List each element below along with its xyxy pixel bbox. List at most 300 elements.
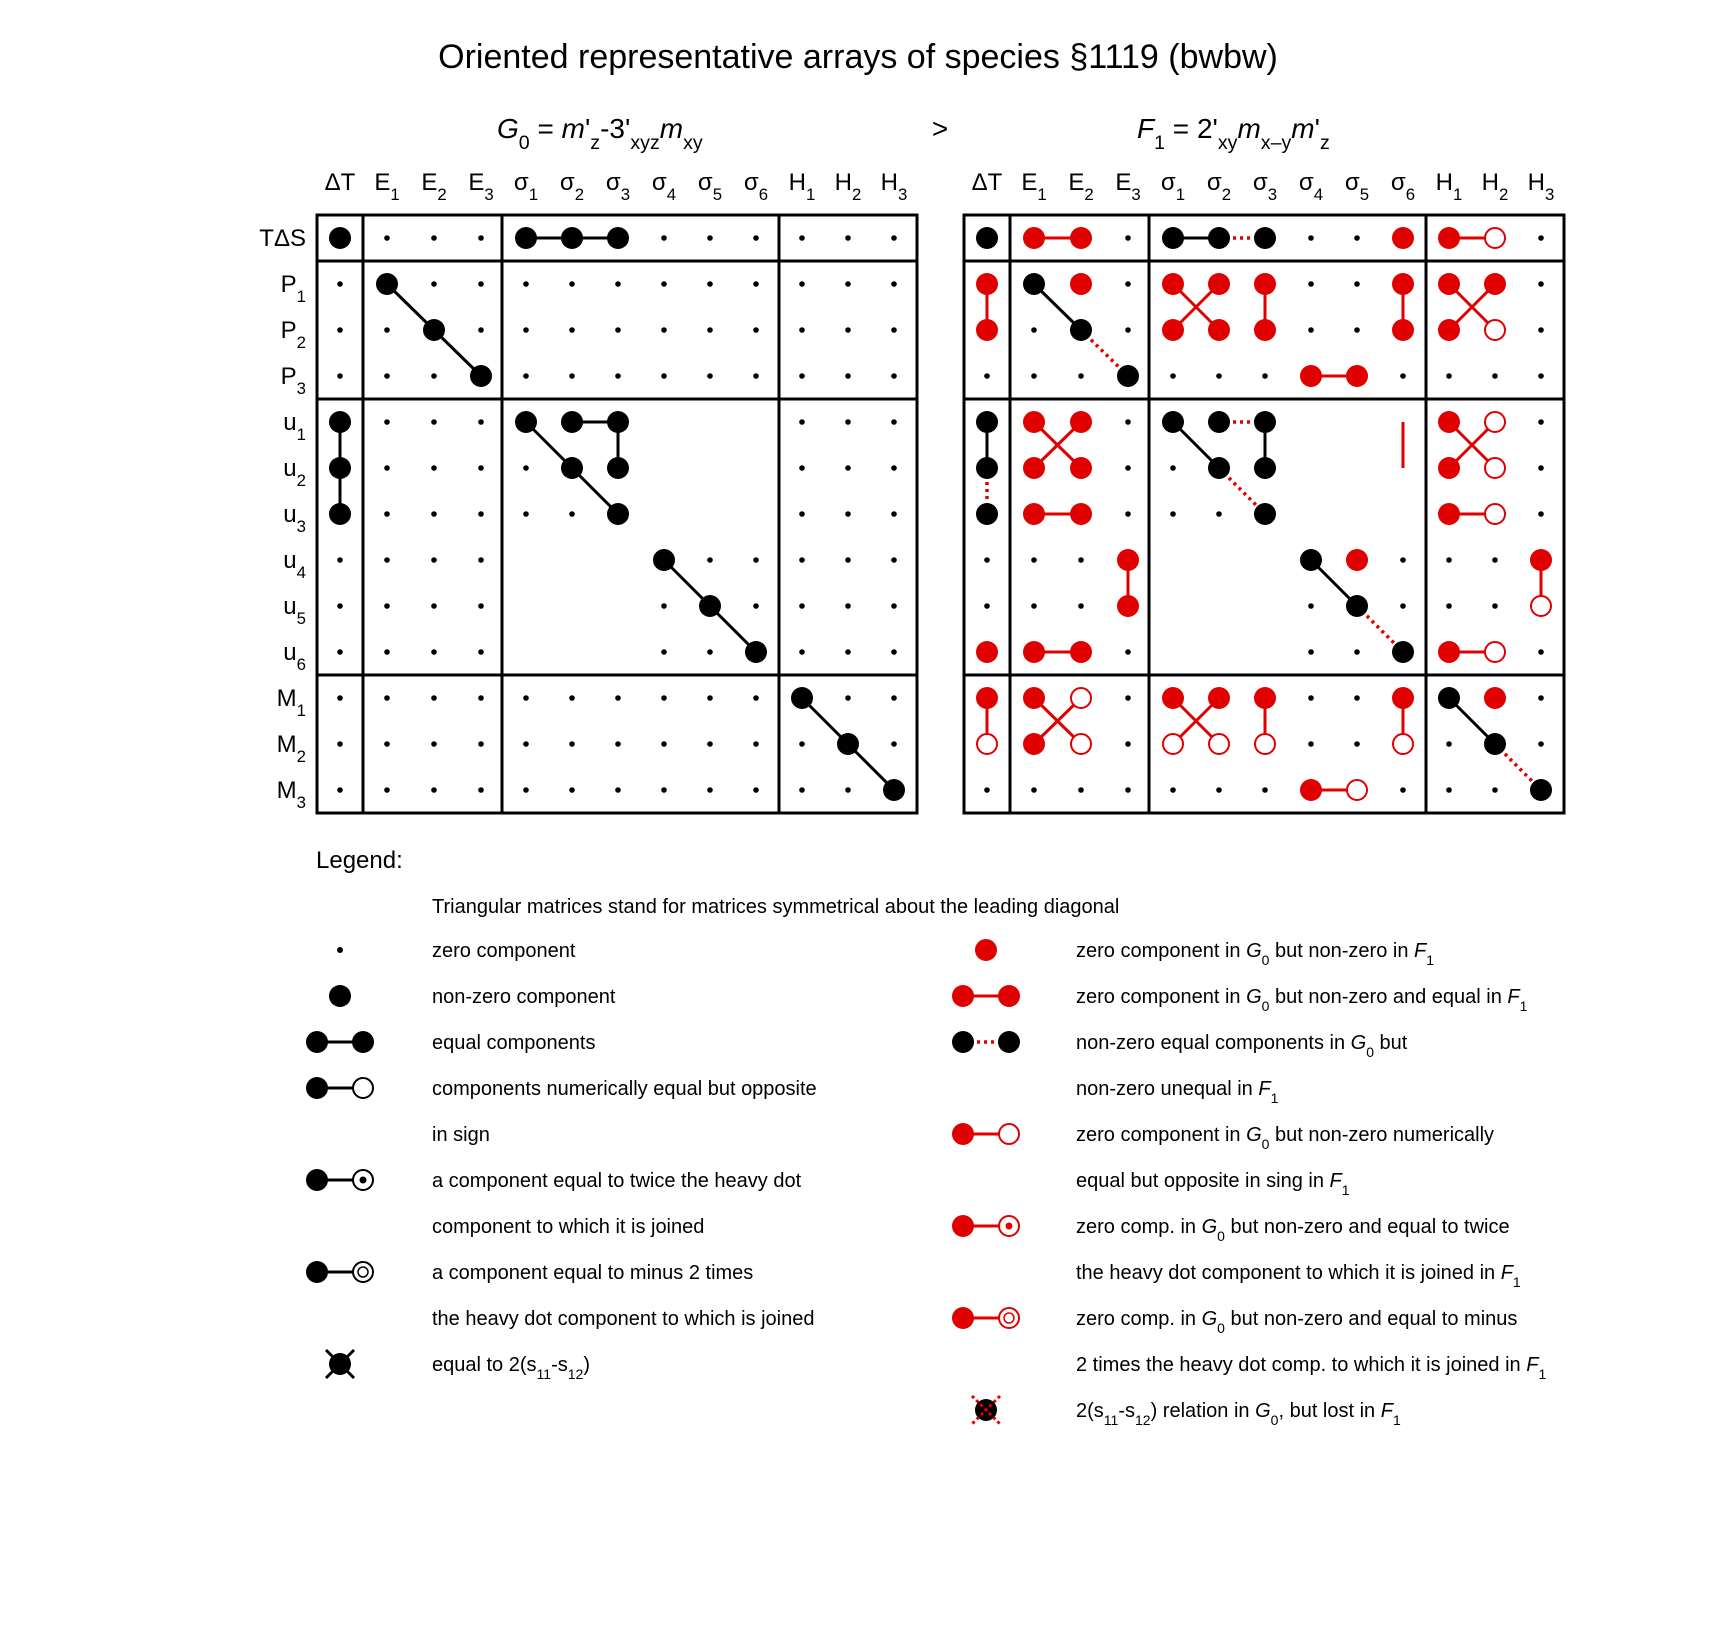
legend-text: the heavy dot component to which it is joined in $F_1$ <box>1076 1262 1521 1290</box>
red-nonzero-component <box>1254 319 1276 341</box>
legend-text: non-zero equal components in $G_0$ but <box>1076 1032 1408 1060</box>
zero-component <box>707 741 713 747</box>
col-header: $E_2$ <box>421 169 447 204</box>
zero-component <box>891 465 897 471</box>
zero-component <box>1031 327 1037 333</box>
row-header: $u_4$ <box>283 547 306 582</box>
legend-text: zero component in $G_0$ but non-zero and equal in $F_1$ <box>1076 986 1528 1014</box>
nonzero-component <box>1254 503 1276 525</box>
zero-component <box>1354 327 1360 333</box>
red-nonzero-component <box>1300 779 1322 801</box>
zero-component <box>1078 557 1084 563</box>
zero-component <box>845 511 851 517</box>
col-header: $\sigma_5$ <box>697 169 723 204</box>
col-header: $\sigma_4$ <box>651 169 677 204</box>
red-nonzero-component <box>1438 457 1460 479</box>
twice-pair-icon <box>306 1169 373 1191</box>
zero-component <box>569 327 575 333</box>
zero-component <box>799 649 805 655</box>
zero-component <box>1125 465 1131 471</box>
zero-component <box>1078 373 1084 379</box>
zero-component <box>1492 787 1498 793</box>
nonzero-component <box>1438 687 1460 709</box>
red-nonzero-component <box>1117 549 1139 571</box>
zero-component <box>337 695 343 701</box>
nonzero-component <box>1162 411 1184 433</box>
red-nonzero-component <box>1438 641 1460 663</box>
red-nonzero-component <box>976 319 998 341</box>
nonzero-component <box>1530 779 1552 801</box>
zero-component <box>431 465 437 471</box>
zero-component <box>891 741 897 747</box>
zero-component <box>891 419 897 425</box>
zero-component <box>1354 649 1360 655</box>
nonzero-component <box>423 319 445 341</box>
zero-component <box>1125 787 1131 793</box>
zero-component <box>799 327 805 333</box>
zero-component <box>1125 281 1131 287</box>
nonzero-component <box>515 227 537 249</box>
legend-text: zero component in $G_0$ but non-zero in $F_1$ <box>1076 940 1435 968</box>
zero-component <box>431 741 437 747</box>
zero-component <box>661 603 667 609</box>
zero-component <box>1446 373 1452 379</box>
red-nonzero-component <box>1117 595 1139 617</box>
zero-component <box>1031 787 1037 793</box>
red-nonzero-component <box>1070 457 1092 479</box>
legend-text: equal but opposite in sing in $F_1$ <box>1076 1170 1350 1198</box>
col-header: ΔT <box>971 169 1003 196</box>
zero-component <box>1538 235 1544 241</box>
nonzero-component <box>470 365 492 387</box>
zero-component <box>891 649 897 655</box>
red-nonzero-component <box>1484 273 1506 295</box>
zero-component <box>1216 511 1222 517</box>
red-nonzero-component <box>1070 273 1092 295</box>
zero-component <box>337 373 343 379</box>
red-nonzero-component <box>1023 733 1045 755</box>
zero-component <box>984 603 990 609</box>
red-nonzero-component <box>1162 273 1184 295</box>
nonzero-component <box>376 273 398 295</box>
zero-component <box>1538 419 1544 425</box>
red-nonzero-component <box>1023 227 1045 249</box>
zero-component <box>1216 373 1222 379</box>
red-opposite-component <box>1209 734 1229 754</box>
row-header: $M_2$ <box>276 731 306 766</box>
zero-component <box>523 787 529 793</box>
col-header: $H_3$ <box>880 169 908 204</box>
zero-component <box>615 695 621 701</box>
zero-component <box>431 511 437 517</box>
red-nonzero-component <box>1070 411 1092 433</box>
nonzero-component <box>1208 457 1230 479</box>
zero-component <box>1308 741 1314 747</box>
zero-component <box>384 465 390 471</box>
zero-component <box>431 787 437 793</box>
zero-component <box>1538 373 1544 379</box>
row-header: $u_5$ <box>283 593 306 628</box>
legend-text: equal components <box>432 1032 596 1054</box>
zero-component <box>478 603 484 609</box>
zero-component <box>1538 695 1544 701</box>
zero-component <box>845 465 851 471</box>
nonzero-component <box>976 227 998 249</box>
row-header: $P_2$ <box>280 317 306 352</box>
red-nonzero-component <box>976 687 998 709</box>
black-dotted-pair-icon <box>952 1031 1020 1053</box>
zero-component <box>431 649 437 655</box>
row-header: $u_2$ <box>283 455 306 490</box>
col-header: $H_3$ <box>1527 169 1555 204</box>
zero-component <box>615 327 621 333</box>
legend-entry <box>306 1261 814 1330</box>
legend-text: equal to $2(s_{11}-s_{12})$ <box>432 1354 590 1382</box>
zero-component <box>615 741 621 747</box>
red-opposite-component <box>1071 734 1091 754</box>
red-nonzero-component <box>1346 549 1368 571</box>
legend-note: Triangular matrices stand for matrices symmetrical about the leading diagonal <box>432 896 1120 918</box>
red-nonzero-component <box>1484 687 1506 709</box>
zero-component <box>1125 235 1131 241</box>
legend-entry <box>952 1307 1546 1382</box>
zero-component <box>845 235 851 241</box>
zero-component <box>845 787 851 793</box>
zero-component <box>661 649 667 655</box>
zero-component <box>891 695 897 701</box>
row-header: TΔS <box>259 225 306 252</box>
nonzero-component <box>1117 365 1139 387</box>
legend-left-column <box>306 940 817 1382</box>
red-nonzero-component <box>1392 227 1414 249</box>
zero-component <box>891 327 897 333</box>
zero-component <box>523 281 529 287</box>
zero-component <box>984 787 990 793</box>
red-opposite-component <box>1485 458 1505 478</box>
zero-component <box>891 603 897 609</box>
zero-component <box>707 235 713 241</box>
zero-component <box>431 281 437 287</box>
red-nonzero-component <box>1392 273 1414 295</box>
red-equal-pair-icon <box>952 985 1020 1007</box>
legend-text: component to which it is joined <box>432 1216 705 1238</box>
zero-component <box>1446 603 1452 609</box>
zero-component <box>1262 787 1268 793</box>
row-header: $M_1$ <box>276 685 306 720</box>
legend-text: non-zero component <box>432 986 616 1008</box>
zero-component <box>1125 741 1131 747</box>
col-header: $H_2$ <box>1481 169 1509 204</box>
nonzero-component <box>329 457 351 479</box>
zero-component <box>1125 511 1131 517</box>
zero-component <box>1400 557 1406 563</box>
zero-component <box>799 741 805 747</box>
zero-component <box>1538 281 1544 287</box>
legend-text: a component equal to twice the heavy dot <box>432 1170 802 1192</box>
zero-component <box>661 373 667 379</box>
zero-component <box>661 695 667 701</box>
zero-component <box>523 741 529 747</box>
zero-component <box>1354 281 1360 287</box>
red-nonzero-component <box>1300 365 1322 387</box>
zero-component <box>615 787 621 793</box>
zero-component <box>984 557 990 563</box>
nonzero-component <box>561 227 583 249</box>
left-group-heading <box>497 113 703 154</box>
zero-component <box>569 787 575 793</box>
zero-component <box>753 373 759 379</box>
zero-component <box>707 281 713 287</box>
nonzero-component <box>607 411 629 433</box>
zero-component <box>431 373 437 379</box>
zero-component <box>1170 787 1176 793</box>
zero-component <box>1354 741 1360 747</box>
zero-component <box>1446 557 1452 563</box>
row-header: $u_6$ <box>283 639 306 674</box>
col-header: $E_1$ <box>374 169 400 204</box>
zero-component <box>799 465 805 471</box>
big-dot-icon <box>329 985 351 1007</box>
legend-entry <box>306 1031 595 1054</box>
nonzero-component <box>329 227 351 249</box>
nonzero-component <box>976 411 998 433</box>
col-header: $E_1$ <box>1021 169 1047 204</box>
zero-component <box>799 235 805 241</box>
zero-component <box>1446 787 1452 793</box>
nonzero-component <box>607 457 629 479</box>
col-header: $\sigma_5$ <box>1344 169 1370 204</box>
legend-entry <box>326 1350 590 1382</box>
red-nonzero-component <box>1070 227 1092 249</box>
zero-component <box>753 787 759 793</box>
legend-entry <box>337 940 576 962</box>
zero-component <box>891 235 897 241</box>
zero-component <box>384 787 390 793</box>
row-header: $M_3$ <box>276 777 306 812</box>
red-nonzero-component <box>1392 687 1414 709</box>
zero-component <box>661 235 667 241</box>
zero-component <box>337 649 343 655</box>
zero-component <box>984 373 990 379</box>
zero-component <box>337 787 343 793</box>
zero-component <box>1400 603 1406 609</box>
legend-text: 2 times the heavy dot comp. to which it is joined in $F_1$ <box>1076 1354 1547 1382</box>
red-opposite-component <box>1485 642 1505 662</box>
zero-component <box>569 741 575 747</box>
nonzero-component <box>1254 411 1276 433</box>
red-nonzero-component <box>1070 503 1092 525</box>
row-header: $P_1$ <box>280 271 306 306</box>
zero-component <box>431 235 437 241</box>
col-header: $\sigma_1$ <box>1160 169 1186 204</box>
nonzero-component <box>745 641 767 663</box>
legend-entry <box>952 1123 1494 1198</box>
comparison-symbol: > <box>931 113 949 144</box>
legend-text: non-zero unequal in $F_1$ <box>1076 1078 1279 1106</box>
zero-component <box>753 557 759 563</box>
legend-text: zero component <box>432 940 576 962</box>
zero-component <box>384 327 390 333</box>
nonzero-component <box>329 411 351 433</box>
nonzero-component <box>607 227 629 249</box>
zero-component <box>478 787 484 793</box>
zero-component <box>431 557 437 563</box>
red-minus2-pair-icon <box>952 1307 1019 1329</box>
nonzero-component <box>1208 411 1230 433</box>
zero-component <box>615 281 621 287</box>
zero-component <box>845 419 851 425</box>
col-header: $E_2$ <box>1068 169 1094 204</box>
zero-component <box>337 557 343 563</box>
red-nonzero-component <box>1438 411 1460 433</box>
zero-component <box>707 695 713 701</box>
nonzero-component <box>1162 227 1184 249</box>
zero-component <box>1492 603 1498 609</box>
zero-component <box>891 281 897 287</box>
red-nonzero-component <box>1208 319 1230 341</box>
zero-component <box>707 649 713 655</box>
legend-heading: Legend: <box>316 847 403 874</box>
zero-component <box>1354 235 1360 241</box>
zero-component <box>1031 603 1037 609</box>
nonzero-component <box>837 733 859 755</box>
zero-component <box>523 511 529 517</box>
zero-component <box>845 327 851 333</box>
zero-component <box>1216 787 1222 793</box>
zero-component <box>1308 235 1314 241</box>
red-nonzero-component <box>1438 319 1460 341</box>
zero-component <box>891 373 897 379</box>
zero-component <box>1031 373 1037 379</box>
red-opposite-component <box>1485 320 1505 340</box>
legend-entry <box>952 1215 1521 1290</box>
zero-component <box>799 787 805 793</box>
zero-component <box>337 741 343 747</box>
zero-component <box>799 511 805 517</box>
nonzero-component <box>1346 595 1368 617</box>
zero-component <box>799 281 805 287</box>
zero-component <box>384 419 390 425</box>
legend-text: the heavy dot component to which is joined <box>432 1308 815 1330</box>
red-opposite-component <box>1163 734 1183 754</box>
zero-component <box>569 281 575 287</box>
zero-component <box>523 465 529 471</box>
zero-component <box>337 327 343 333</box>
row-header: $u_1$ <box>283 409 306 444</box>
red-nonzero-component <box>1346 365 1368 387</box>
red-nonzero-component <box>1162 687 1184 709</box>
legend-text: components numerically equal but opposite <box>432 1078 817 1100</box>
zero-component <box>1538 327 1544 333</box>
col-header: $E_3$ <box>1115 169 1141 204</box>
col-header: ΔT <box>324 169 356 196</box>
legend-text: zero component in $G_0$ but non-zero numerically <box>1076 1124 1495 1152</box>
red-opposite-component <box>977 734 997 754</box>
zero-component <box>431 419 437 425</box>
zero-component <box>707 373 713 379</box>
zero-component <box>384 557 390 563</box>
zero-component <box>337 603 343 609</box>
legend-entry <box>306 1077 817 1146</box>
zero-component <box>384 649 390 655</box>
zero-component <box>799 373 805 379</box>
zero-component <box>478 281 484 287</box>
zero-component <box>1538 649 1544 655</box>
zero-component <box>707 787 713 793</box>
red-opposite-component <box>1485 228 1505 248</box>
zero-component <box>569 511 575 517</box>
col-header: $\sigma_6$ <box>1390 169 1416 204</box>
zero-component <box>523 695 529 701</box>
zero-component <box>1125 419 1131 425</box>
equal-pair-icon <box>306 1031 374 1053</box>
zero-component <box>478 649 484 655</box>
nonzero-component <box>1070 319 1092 341</box>
zero-component <box>569 695 575 701</box>
zero-component <box>478 741 484 747</box>
legend-entry <box>952 985 1528 1014</box>
zero-component <box>1492 557 1498 563</box>
zero-component <box>661 327 667 333</box>
col-header: $H_1$ <box>1435 169 1463 204</box>
col-header: $\sigma_6$ <box>743 169 769 204</box>
zero-component <box>799 419 805 425</box>
zero-component <box>478 465 484 471</box>
zero-component <box>799 557 805 563</box>
col-header: $\sigma_3$ <box>1252 169 1278 204</box>
nonzero-component <box>1392 641 1414 663</box>
zero-component <box>431 603 437 609</box>
zero-component <box>1125 327 1131 333</box>
zero-component <box>753 327 759 333</box>
red-nonzero-component <box>1392 319 1414 341</box>
nonzero-component <box>1023 273 1045 295</box>
red-opposite-component <box>1485 504 1505 524</box>
row-header: $P_3$ <box>280 363 306 398</box>
col-header: $\sigma_2$ <box>1206 169 1232 204</box>
zero-component <box>845 373 851 379</box>
nonzero-component <box>1484 733 1506 755</box>
red-nonzero-component <box>1023 641 1045 663</box>
zero-component <box>384 603 390 609</box>
zero-component <box>661 787 667 793</box>
nonzero-component <box>791 687 813 709</box>
left-matrix-g0 <box>259 169 917 813</box>
zero-component <box>478 419 484 425</box>
red-nonzero-component <box>1070 641 1092 663</box>
cross-dot-icon <box>326 1350 354 1378</box>
legend-text: in sign <box>432 1124 490 1146</box>
col-header: $\sigma_3$ <box>605 169 631 204</box>
zero-component <box>523 373 529 379</box>
zero-component <box>1492 373 1498 379</box>
zero-component <box>1400 787 1406 793</box>
red-nonzero-component <box>976 641 998 663</box>
red-cross-dot-icon <box>972 1396 1000 1424</box>
zero-component <box>1262 373 1268 379</box>
legend-entry <box>975 939 1434 968</box>
legend-text: $2(s_{11}-s_{12})$ relation in $G_0$, but lost in $F_1$ <box>1076 1400 1401 1428</box>
col-header: $E_3$ <box>468 169 494 204</box>
zero-component <box>845 603 851 609</box>
nonzero-component <box>653 549 675 571</box>
red-nonzero-component <box>1438 503 1460 525</box>
row-header: $u_3$ <box>283 501 306 536</box>
zero-component <box>384 695 390 701</box>
legend <box>306 847 1546 1428</box>
legend-text: zero comp. in $G_0$ but non-zero and equal to twice <box>1076 1216 1510 1244</box>
zero-component <box>845 649 851 655</box>
